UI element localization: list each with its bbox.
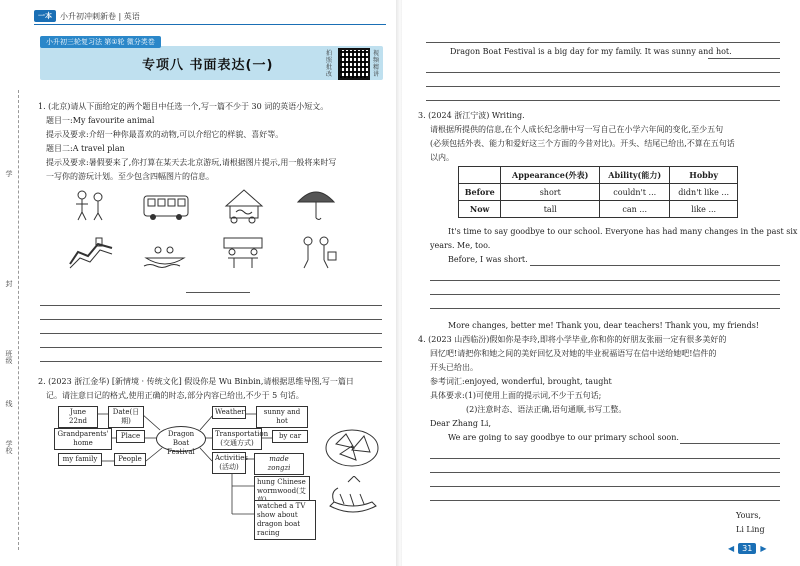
- q2-diary-start: Dragon Boat Festival is a big day for my family. It was sunny and hot.: [450, 47, 732, 56]
- q4-dear: Dear Zhang Li,: [430, 419, 491, 428]
- q1-req2a: 提示及要求:暑假要来了,你打算在某天去北京游玩,请根据图片提示,用一般将来时写: [46, 158, 337, 167]
- mindmap-people-label: People: [114, 453, 146, 466]
- binding-label: 学: [5, 170, 13, 177]
- mindmap-activity-1: made zongzi: [254, 453, 304, 475]
- table-header: [459, 167, 501, 184]
- section-title: 专项八 书面表达(一): [142, 58, 274, 73]
- table-header: Hobby: [670, 167, 738, 184]
- table-header-row: [459, 167, 738, 184]
- mindmap-activities-label: Activities (活动): [212, 452, 246, 474]
- binding-label: 封: [5, 280, 13, 287]
- q3-intro-a: 3. (2024 浙江宁波) Writing.: [418, 111, 525, 120]
- q1-topic2: 题目二:A travel plan: [46, 144, 125, 153]
- q1-req1: 提示及要求:介绍一种你最喜欢的动物,可以介绍它的样貌、喜好等。: [46, 130, 284, 139]
- mindmap-center: Dragon Boat Festival: [156, 426, 206, 452]
- prev-page-icon[interactable]: ◀: [728, 544, 735, 553]
- table-header: Ability(能力): [600, 167, 670, 184]
- mindmap-place-value: Grandparents' home: [54, 428, 112, 450]
- q2-intro-b: 记。请注意日记的格式,使用正确的时态,部分内容已给出,不少于 5 句话。: [46, 391, 304, 400]
- page-number: 31: [738, 543, 756, 554]
- mindmap-weather-label: Weather: [212, 406, 246, 419]
- q4-intro-a: 4. (2023 山西临汾)假如你是李玲,即将小学毕业,你和你的好朋友张丽一定有很多美好的: [418, 335, 727, 344]
- table-cell: short: [501, 184, 600, 201]
- q4-start: We are going to say goodbye to our primary school soon.: [448, 433, 679, 442]
- table-cell: like ...: [670, 201, 738, 218]
- q4-req2: (2)注意时态、语法正确,语句通顺,书写工整。: [466, 405, 627, 414]
- page-number-nav: [728, 543, 767, 554]
- q3-before: Before, I was short.: [448, 255, 528, 264]
- mindmap-activity-2: hung Chinese wormwood(艾: [254, 476, 310, 507]
- mindmap-transport-label: Transportation (交通方式): [212, 428, 262, 450]
- q4-yours: Yours,: [736, 511, 762, 520]
- table-cell: Before: [459, 184, 501, 201]
- left-page: [0, 0, 398, 566]
- table-cell: tall: [501, 201, 600, 218]
- q3-opening-a: It's time to say goodbye to our school. Everyone has had many changes in the past six: [448, 227, 798, 236]
- mindmap-date-label: Date(日期): [108, 406, 144, 428]
- q4-req1: 具体要求:(1)可使用上面的提示词,不少于五句话;: [430, 391, 602, 400]
- q3-intro-b: 请根据所提供的信息,在个人成长纪念册中写一写自己在小学六年间的变化,至少五句: [430, 125, 724, 134]
- mindmap-transport-value: by car: [272, 430, 308, 443]
- changes-table: [458, 166, 738, 218]
- q1-topic1: 题目一:My favourite animal: [46, 116, 155, 125]
- mindmap-activity-3: watched a TV show about dragon boat racing: [254, 500, 316, 540]
- q3-ending: More changes, better me! Thank you, dear teachers! Thank you, my friends!: [448, 321, 760, 330]
- table-header: Appearance(外表): [501, 167, 600, 184]
- q4-words: 参考词汇:enjoyed, wonderful, brought, taught: [430, 377, 612, 386]
- q2-intro-a: 2. (2023 浙江金华) [新情境 · 传统文化] 假设你是 Wu Binbin,请根据思维导图,写一篇日: [38, 377, 354, 386]
- mindmap-place-label: Place: [116, 430, 145, 443]
- table-row: [459, 201, 738, 218]
- zongzi-plate-icon: [324, 424, 380, 468]
- binding-label: 班级: [5, 350, 13, 364]
- right-page: [402, 0, 800, 566]
- qr-label-right: 视频精讲: [373, 50, 380, 78]
- mindmap-weather-value: sunny and hot: [256, 406, 308, 428]
- q3-opening-b: years. Me, too.: [430, 241, 491, 250]
- q3-intro-c: (必须包括外表、能力和爱好这三个方面的今昔对比)。开头、结尾已给出,不算在五句话: [430, 139, 735, 148]
- qr-label-left: 拍照批改: [326, 50, 333, 78]
- q3-intro-d: 以内。: [430, 153, 454, 162]
- brand-logo: 一本: [34, 10, 56, 22]
- q1-req2b: 一写你的游玩计划。至少包含四幅图片的信息。: [46, 172, 214, 181]
- mindmap-people-value: my family: [58, 453, 102, 466]
- table-cell: can ...: [600, 201, 670, 218]
- table-cell: couldn't ...: [600, 184, 670, 201]
- q4-intro-c: 开头已给出。: [430, 363, 478, 372]
- series-title: 小升初冲刺新卷 | 英语: [60, 11, 140, 21]
- table-cell: Now: [459, 201, 501, 218]
- table-cell: didn't like ...: [670, 184, 738, 201]
- round-tag: 小升初三轮复习法 第①轮 微分类卷: [40, 36, 161, 48]
- q4-intro-b: 回忆吧!请把你和她之间的美好回忆及对她的毕业祝福语写在信中送给她吧!信件的: [430, 349, 717, 358]
- dragon-boat-icon: [328, 476, 378, 520]
- binding-label: 学校: [5, 440, 13, 454]
- mindmap-date-value: June 22nd: [58, 406, 98, 428]
- binding-label: 线: [5, 400, 13, 407]
- q1-intro: 1. (北京)请从下面给定的两个题目中任选一个,写一篇不少于 30 词的英语小短文。: [38, 102, 329, 111]
- table-row: [459, 184, 738, 201]
- q4-name: Li Ling: [736, 525, 765, 534]
- next-page-icon[interactable]: ▶: [760, 544, 767, 553]
